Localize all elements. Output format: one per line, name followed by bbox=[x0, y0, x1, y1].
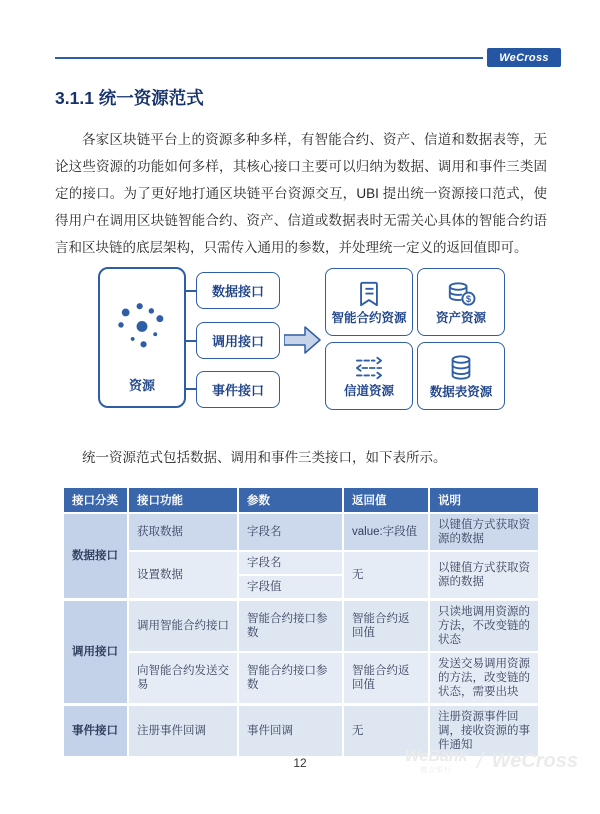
resource-dots-icon bbox=[107, 293, 177, 363]
table-intro-paragraph: 统一资源范式包括数据、调用和事件三类接口，如下表所示。 bbox=[82, 450, 447, 465]
param-cell: 字段名 bbox=[238, 513, 343, 551]
function-cell: 调用智能合约接口 bbox=[128, 600, 238, 653]
return-cell: 无 bbox=[343, 705, 429, 758]
resource-paradigm-diagram bbox=[98, 265, 512, 413]
table-row bbox=[63, 513, 539, 551]
webank-logo-text: WeBank bbox=[404, 747, 468, 765]
param-cell: 智能合约接口参数 bbox=[238, 600, 343, 653]
column-header: 接口功能 bbox=[128, 487, 238, 513]
contract-icon bbox=[353, 280, 385, 308]
resource-box-label: 数据表资源 bbox=[429, 384, 493, 399]
webank-logo bbox=[405, 749, 468, 774]
interface-box-call bbox=[196, 322, 280, 359]
desc-cell: 只读地调用资源的方法，不改变链的状态 bbox=[429, 600, 539, 653]
category-cell: 事件接口 bbox=[63, 705, 128, 758]
resource-box-channel bbox=[325, 342, 413, 410]
coins-icon bbox=[443, 280, 479, 308]
watermark-divider: / bbox=[473, 748, 486, 773]
category-cell: 调用接口 bbox=[63, 600, 128, 705]
connector-line bbox=[186, 290, 196, 292]
param-cell: 事件回调 bbox=[238, 705, 343, 758]
wecross-watermark-text: WeCross bbox=[491, 749, 578, 772]
function-cell: 获取数据 bbox=[128, 513, 238, 551]
webank-logo-subtext: 微众银行 bbox=[420, 766, 453, 774]
return-cell: 无 bbox=[343, 551, 429, 600]
function-cell: 注册事件回调 bbox=[128, 705, 238, 758]
desc-cell: 注册资源事件回调，接收资源的事件通知 bbox=[429, 705, 539, 758]
page-number: 12 bbox=[293, 756, 307, 770]
interface-box-label: 调用接口 bbox=[211, 334, 264, 349]
column-header: 返回值 bbox=[343, 487, 429, 513]
return-cell: 智能合约返回值 bbox=[343, 600, 429, 653]
resource-box-datatable bbox=[417, 342, 505, 410]
function-cell: 设置数据 bbox=[128, 551, 238, 600]
column-header: 参数 bbox=[238, 487, 343, 513]
connector-line bbox=[186, 388, 196, 390]
wecross-logo-text: WeCross bbox=[499, 51, 549, 64]
column-header: 说明 bbox=[429, 487, 539, 513]
param-cell: 字段值 bbox=[238, 575, 343, 600]
resource-source-box bbox=[98, 267, 186, 408]
interface-box-data bbox=[196, 272, 280, 309]
table-row bbox=[63, 600, 539, 653]
wecross-logo-badge bbox=[487, 48, 561, 67]
return-cell: value:字段值 bbox=[343, 513, 429, 551]
table-row bbox=[63, 551, 539, 575]
desc-cell: 以键值方式获取资源的数据 bbox=[429, 513, 539, 551]
resource-source-label: 资源 bbox=[128, 378, 155, 393]
resource-box-label: 资产资源 bbox=[435, 310, 486, 325]
resource-box-asset bbox=[417, 268, 505, 336]
param-cell: 字段名 bbox=[238, 551, 343, 575]
interface-box-label: 数据接口 bbox=[211, 284, 264, 299]
interface-box-label: 事件接口 bbox=[211, 383, 264, 398]
interface-box-event bbox=[196, 371, 280, 408]
database-icon bbox=[447, 354, 475, 382]
function-cell: 向智能合约发送交易 bbox=[128, 652, 238, 705]
column-header: 接口分类 bbox=[63, 487, 128, 513]
resource-box-label: 智能合约资源 bbox=[331, 310, 407, 325]
block-arrow-icon bbox=[284, 323, 322, 357]
param-cell: 智能合约接口参数 bbox=[238, 652, 343, 705]
table-header-row bbox=[63, 487, 539, 513]
section-heading: 3.1.1 统一资源范式 bbox=[55, 88, 204, 108]
connector-line bbox=[186, 340, 196, 342]
interface-paradigm-table bbox=[62, 486, 540, 758]
resource-box-contract bbox=[325, 268, 413, 336]
category-cell: 数据接口 bbox=[63, 513, 128, 600]
table-row bbox=[63, 652, 539, 705]
channel-icon bbox=[351, 355, 387, 381]
footer-watermark bbox=[405, 748, 578, 774]
header-rule bbox=[55, 57, 483, 59]
desc-cell: 以键值方式获取资源的数据 bbox=[429, 551, 539, 600]
body-paragraph: 各家区块链平台上的资源多种多样，有智能合约、资产、信道和数据表等，无论这些资源的功能如何多样，其核心接口主要可以归纳为数据、调用和事件三类固定的接口。为了更好地打通区块链平台资源交互，UBI 提出统一资源接口范式，使得用户在调用区块链智能合约、资产、信道或数据表时无需关心具体的智能合约语言和区块链的底层架构，只需传入通用的参数，并处理统一定义的返回值即可。 bbox=[55, 132, 547, 255]
return-cell: 智能合约返回值 bbox=[343, 652, 429, 705]
dollar-sign: $ bbox=[465, 293, 472, 304]
resource-box-label: 信道资源 bbox=[343, 383, 394, 398]
desc-cell: 发送交易调用资源的方法，改变链的状态，需要出块 bbox=[429, 652, 539, 705]
